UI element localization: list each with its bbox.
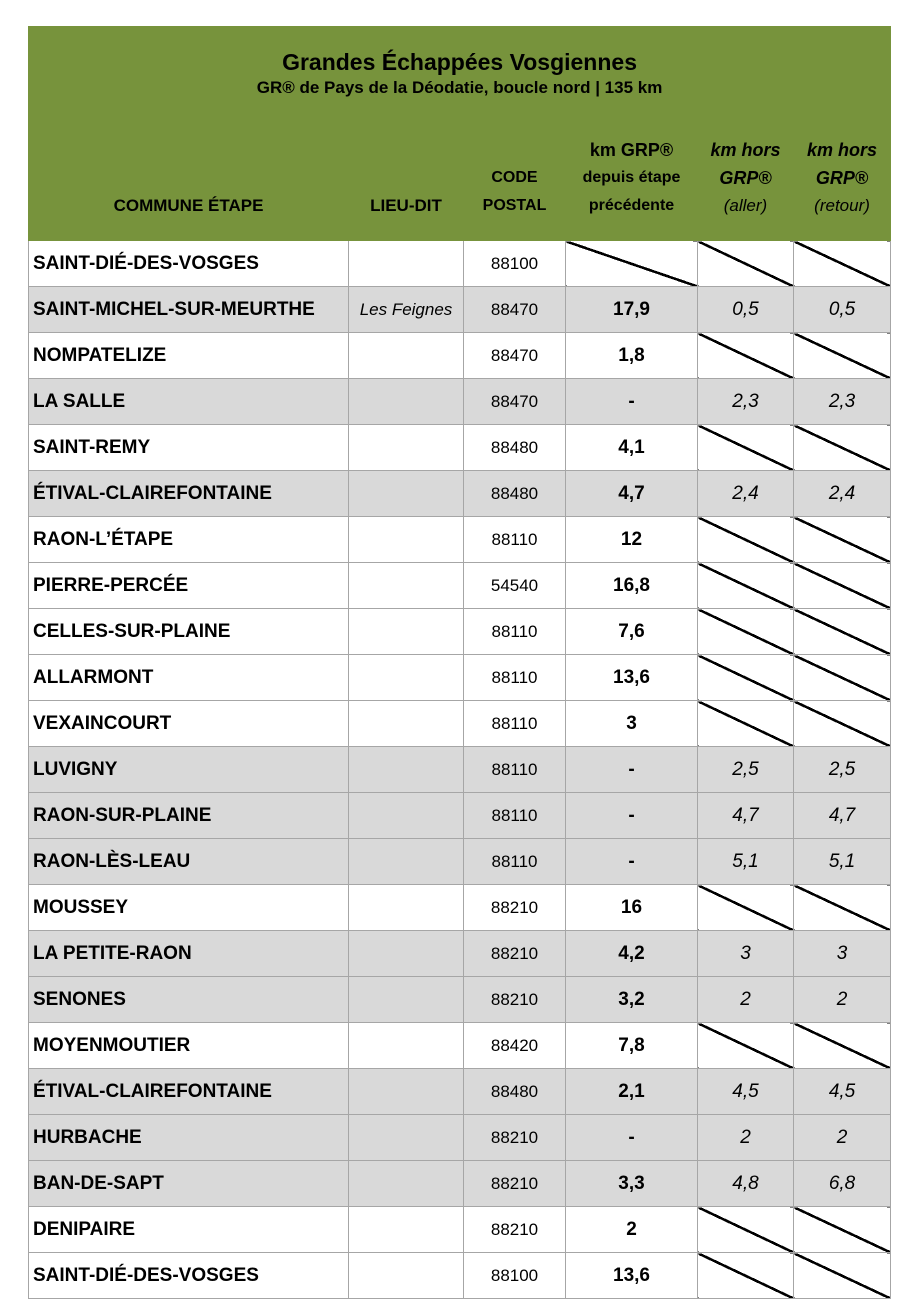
table-row: [29, 1253, 891, 1299]
lieu-dit-cell: [349, 241, 464, 287]
km-hors-aller-cell: [698, 563, 794, 609]
commune-cell: SENONES: [29, 977, 349, 1023]
km-hors-retour-cell: 2,5: [794, 747, 891, 793]
km-hors-aller-cell: [698, 655, 794, 701]
stages-table-wrapper: [28, 26, 890, 1299]
km-hors-aller-cell: 2,4: [698, 471, 794, 517]
km-hors-retour-cell: 4,5: [794, 1069, 891, 1115]
km-hors-aller-cell: 2: [698, 1115, 794, 1161]
lieu-dit-cell: [349, 747, 464, 793]
code-postal-cell: 88110: [464, 747, 566, 793]
code-postal-cell: 88100: [464, 241, 566, 287]
lieu-dit-cell: [349, 885, 464, 931]
km-hors-aller-cell: [698, 885, 794, 931]
km-hors-aller-cell: [698, 1253, 794, 1299]
commune-cell: MOUSSEY: [29, 885, 349, 931]
table-subtitle: GR® de Pays de la Déodatie, boucle nord | 135 km: [256, 78, 663, 97]
km-hors-retour-cell: 4,7: [794, 793, 891, 839]
km-hors-aller-cell: 2,3: [698, 379, 794, 425]
code-postal-cell: 88110: [464, 609, 566, 655]
km-hors-retour-cell: [794, 333, 891, 379]
km-hors-retour-cell: [794, 1253, 891, 1299]
lieu-dit-cell: [349, 655, 464, 701]
code-postal-cell: 88110: [464, 793, 566, 839]
km-hors-aller-cell: 4,5: [698, 1069, 794, 1115]
commune-cell: LA PETITE-RAON: [29, 931, 349, 977]
km-grp-cell: 3,3: [566, 1161, 698, 1207]
km-grp-cell: 2: [566, 1207, 698, 1253]
lieu-dit-cell: [349, 517, 464, 563]
table-row: [29, 1207, 891, 1253]
code-postal-cell: 88470: [464, 287, 566, 333]
km-grp-cell: 7,6: [566, 609, 698, 655]
code-postal-cell: 88110: [464, 839, 566, 885]
commune-cell: ALLARMONT: [29, 655, 349, 701]
lieu-dit-cell: [349, 471, 464, 517]
code-postal-cell: 88420: [464, 1023, 566, 1069]
lieu-dit-cell: [349, 1161, 464, 1207]
table-row: [29, 701, 891, 747]
commune-cell: ÉTIVAL-CLAIREFONTAINE: [29, 471, 349, 517]
header-code-postal: CODE POSTAL: [464, 112, 566, 241]
header-km-hors-aller: km hors GRP® (aller): [698, 112, 794, 241]
table-row: [29, 793, 891, 839]
commune-cell: RAON-SUR-PLAINE: [29, 793, 349, 839]
km-hors-retour-cell: [794, 517, 891, 563]
code-postal-cell: 88480: [464, 471, 566, 517]
lieu-dit-cell: [349, 333, 464, 379]
table-row: [29, 977, 891, 1023]
code-postal-cell: 88210: [464, 885, 566, 931]
lieu-dit-cell: [349, 563, 464, 609]
commune-cell: SAINT-REMY: [29, 425, 349, 471]
lieu-dit-cell: [349, 793, 464, 839]
table-row: [29, 425, 891, 471]
km-hors-aller-cell: 5,1: [698, 839, 794, 885]
code-postal-cell: 88470: [464, 379, 566, 425]
km-hors-aller-cell: [698, 609, 794, 655]
commune-cell: SAINT-MICHEL-SUR-MEURTHE: [29, 287, 349, 333]
commune-cell: SAINT-DIÉ-DES-VOSGES: [29, 241, 349, 287]
commune-cell: SAINT-DIÉ-DES-VOSGES: [29, 1253, 349, 1299]
km-hors-retour-cell: [794, 655, 891, 701]
km-grp-cell: -: [566, 839, 698, 885]
table-row: [29, 563, 891, 609]
table-row: [29, 1069, 891, 1115]
commune-cell: BAN-DE-SAPT: [29, 1161, 349, 1207]
commune-cell: MOYENMOUTIER: [29, 1023, 349, 1069]
code-postal-cell: 88210: [464, 1115, 566, 1161]
header-lieu: LIEU-DIT: [349, 112, 464, 241]
code-postal-cell: 88110: [464, 655, 566, 701]
lieu-dit-cell: [349, 1253, 464, 1299]
commune-cell: RAON-LÈS-LEAU: [29, 839, 349, 885]
km-grp-cell: 13,6: [566, 655, 698, 701]
commune-cell: LA SALLE: [29, 379, 349, 425]
km-hors-aller-cell: [698, 517, 794, 563]
lieu-dit-cell: [349, 839, 464, 885]
lieu-dit-cell: [349, 379, 464, 425]
commune-cell: CELLES-SUR-PLAINE: [29, 609, 349, 655]
table-row: [29, 747, 891, 793]
km-grp-cell: [566, 241, 698, 287]
km-hors-aller-cell: [698, 701, 794, 747]
table-row: [29, 1115, 891, 1161]
code-postal-cell: 54540: [464, 563, 566, 609]
commune-cell: LUVIGNY: [29, 747, 349, 793]
km-grp-cell: 13,6: [566, 1253, 698, 1299]
lieu-dit-cell: [349, 1069, 464, 1115]
km-grp-cell: -: [566, 1115, 698, 1161]
code-postal-cell: 88210: [464, 1207, 566, 1253]
km-hors-retour-cell: 2,4: [794, 471, 891, 517]
km-grp-cell: 17,9: [566, 287, 698, 333]
km-hors-retour-cell: 6,8: [794, 1161, 891, 1207]
code-postal-cell: 88470: [464, 333, 566, 379]
code-postal-cell: 88480: [464, 425, 566, 471]
km-grp-cell: 12: [566, 517, 698, 563]
table-row: [29, 885, 891, 931]
km-hors-aller-cell: 4,7: [698, 793, 794, 839]
lieu-dit-cell: Les Feignes: [349, 287, 464, 333]
table-body: [29, 241, 891, 1299]
km-grp-cell: 4,7: [566, 471, 698, 517]
km-hors-aller-cell: 3: [698, 931, 794, 977]
km-hors-retour-cell: [794, 1023, 891, 1069]
km-hors-retour-cell: [794, 885, 891, 931]
code-postal-cell: 88210: [464, 977, 566, 1023]
table-row: [29, 839, 891, 885]
header-commune: COMMUNE ÉTAPE: [29, 112, 349, 241]
table-row: [29, 517, 891, 563]
table-row: [29, 1161, 891, 1207]
commune-cell: VEXAINCOURT: [29, 701, 349, 747]
table-row: [29, 241, 891, 287]
table-title-block: [29, 27, 891, 112]
code-postal-cell: 88210: [464, 1161, 566, 1207]
km-hors-aller-cell: [698, 425, 794, 471]
lieu-dit-cell: [349, 425, 464, 471]
km-hors-aller-cell: [698, 241, 794, 287]
lieu-dit-cell: [349, 1207, 464, 1253]
table-row: [29, 471, 891, 517]
km-grp-cell: 16,8: [566, 563, 698, 609]
km-hors-retour-cell: [794, 425, 891, 471]
km-grp-cell: 3: [566, 701, 698, 747]
table-row: [29, 655, 891, 701]
table-row: [29, 333, 891, 379]
table-row: [29, 287, 891, 333]
lieu-dit-cell: [349, 1115, 464, 1161]
table-row: [29, 609, 891, 655]
km-grp-cell: 4,1: [566, 425, 698, 471]
stages-table: [28, 26, 891, 1299]
table-row: [29, 931, 891, 977]
km-grp-cell: 1,8: [566, 333, 698, 379]
km-hors-retour-cell: [794, 1207, 891, 1253]
lieu-dit-cell: [349, 931, 464, 977]
km-hors-retour-cell: 2,3: [794, 379, 891, 425]
km-hors-aller-cell: 2: [698, 977, 794, 1023]
km-hors-aller-cell: [698, 333, 794, 379]
header-km-grp: km GRP® depuis étape précédente: [566, 112, 698, 241]
km-hors-aller-cell: 4,8: [698, 1161, 794, 1207]
km-grp-cell: -: [566, 379, 698, 425]
km-hors-aller-cell: [698, 1207, 794, 1253]
km-hors-retour-cell: 0,5: [794, 287, 891, 333]
commune-cell: ÉTIVAL-CLAIREFONTAINE: [29, 1069, 349, 1115]
km-hors-aller-cell: 0,5: [698, 287, 794, 333]
code-postal-cell: 88210: [464, 931, 566, 977]
km-grp-cell: 3,2: [566, 977, 698, 1023]
km-hors-retour-cell: 3: [794, 931, 891, 977]
code-postal-cell: 88110: [464, 517, 566, 563]
commune-cell: HURBACHE: [29, 1115, 349, 1161]
header-km-hors-retour: km hors GRP® (retour): [794, 112, 891, 241]
lieu-dit-cell: [349, 1023, 464, 1069]
commune-cell: RAON-L’ÉTAPE: [29, 517, 349, 563]
km-hors-retour-cell: 5,1: [794, 839, 891, 885]
commune-cell: PIERRE-PERCÉE: [29, 563, 349, 609]
km-hors-retour-cell: [794, 241, 891, 287]
code-postal-cell: 88480: [464, 1069, 566, 1115]
km-hors-retour-cell: 2: [794, 1115, 891, 1161]
km-grp-cell: 4,2: [566, 931, 698, 977]
km-hors-aller-cell: 2,5: [698, 747, 794, 793]
table-row: [29, 1023, 891, 1069]
km-hors-retour-cell: [794, 701, 891, 747]
km-grp-cell: 7,8: [566, 1023, 698, 1069]
commune-cell: NOMPATELIZE: [29, 333, 349, 379]
km-hors-retour-cell: [794, 563, 891, 609]
commune-cell: DENIPAIRE: [29, 1207, 349, 1253]
lieu-dit-cell: [349, 609, 464, 655]
lieu-dit-cell: [349, 701, 464, 747]
code-postal-cell: 88100: [464, 1253, 566, 1299]
km-hors-retour-cell: [794, 609, 891, 655]
code-postal-cell: 88110: [464, 701, 566, 747]
lieu-dit-cell: [349, 977, 464, 1023]
table-title: Grandes Échappées Vosgiennes: [282, 49, 637, 75]
km-grp-cell: -: [566, 747, 698, 793]
km-hors-aller-cell: [698, 1023, 794, 1069]
table-row: [29, 379, 891, 425]
km-hors-retour-cell: 2: [794, 977, 891, 1023]
km-grp-cell: 2,1: [566, 1069, 698, 1115]
km-grp-cell: 16: [566, 885, 698, 931]
km-grp-cell: -: [566, 793, 698, 839]
